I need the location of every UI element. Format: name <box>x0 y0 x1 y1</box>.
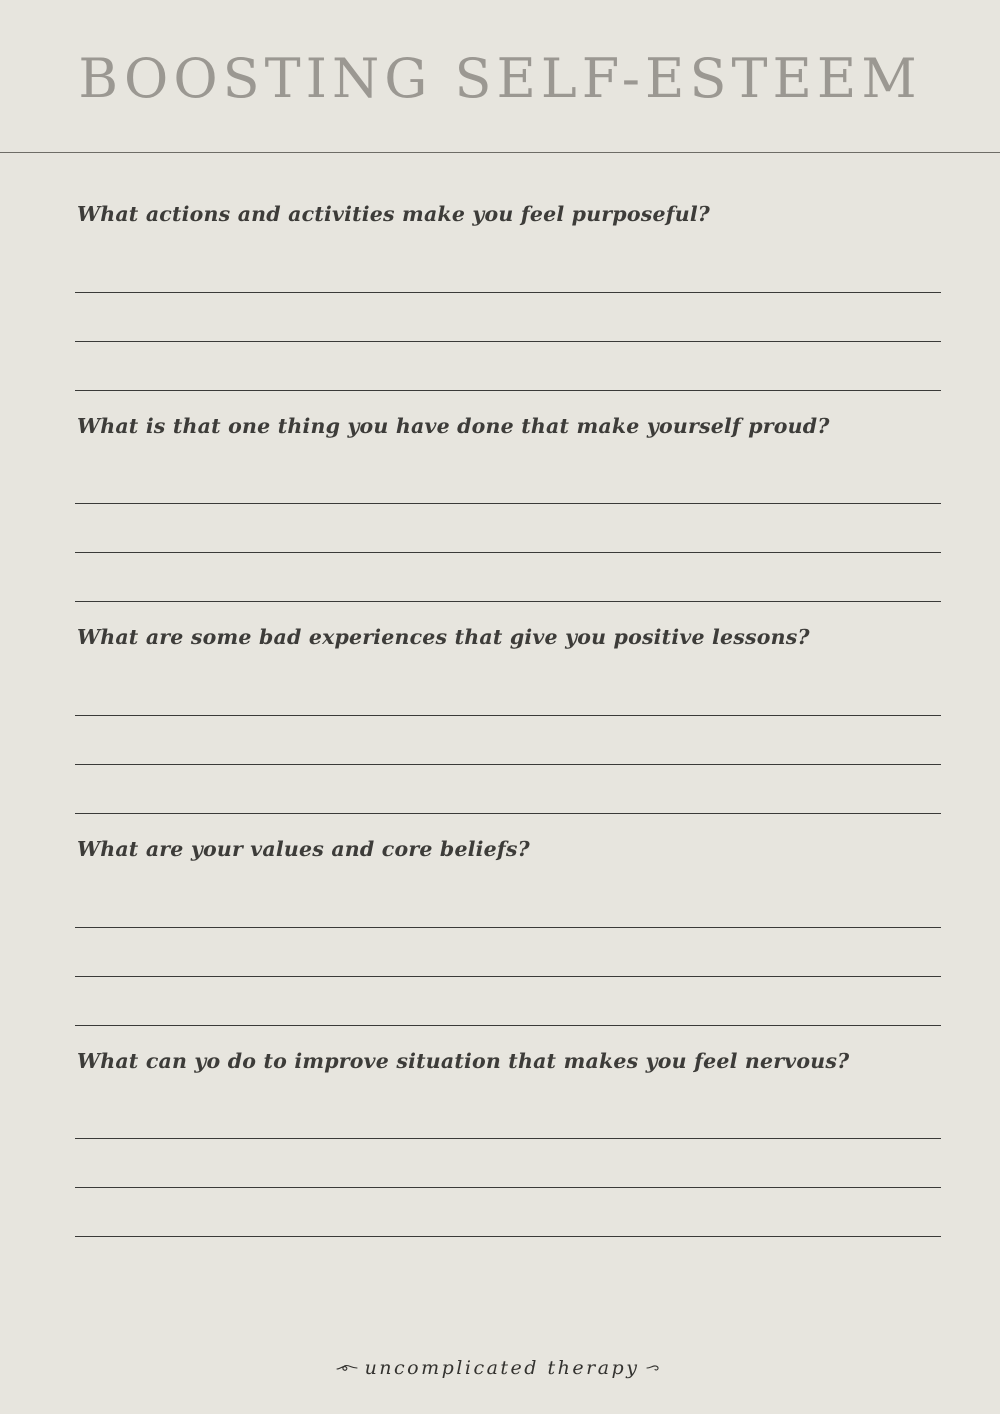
flourish-icon <box>336 1361 358 1375</box>
answer-line[interactable] <box>75 879 941 928</box>
question-block <box>55 413 945 603</box>
question-prompt: What are your values and core beliefs? <box>77 836 530 861</box>
answer-lines <box>55 667 945 814</box>
answer-lines <box>55 244 945 391</box>
answer-line[interactable] <box>75 928 941 977</box>
question-prompt: What can yo do to improve situation that makes you feel nervous? <box>77 1048 850 1073</box>
answer-line[interactable] <box>75 342 941 391</box>
answer-line[interactable] <box>75 455 941 504</box>
questions-container <box>0 153 1000 1322</box>
answer-line[interactable] <box>75 716 941 765</box>
answer-line[interactable] <box>75 244 941 293</box>
answer-line[interactable] <box>75 667 941 716</box>
answer-line[interactable] <box>75 765 941 814</box>
answer-line[interactable] <box>75 1188 941 1237</box>
question-block <box>55 201 945 391</box>
page-footer <box>0 1322 1000 1414</box>
answer-line[interactable] <box>75 1139 941 1188</box>
answer-line[interactable] <box>75 977 941 1026</box>
question-block <box>55 624 945 814</box>
question-prompt: What are some bad experiences that give you positive lessons? <box>77 625 810 650</box>
page-header <box>0 0 1000 153</box>
answer-line[interactable] <box>75 553 941 602</box>
answer-line[interactable] <box>75 1090 941 1139</box>
answer-lines <box>55 879 945 1026</box>
page-title: BOOSTING SELF-ESTEEM <box>78 47 922 110</box>
brand-signature <box>336 1357 665 1379</box>
question-block <box>55 836 945 1026</box>
answer-line[interactable] <box>75 293 941 342</box>
question-prompt: What is that one thing you have done that make yourself proud? <box>77 413 830 438</box>
flourish-icon <box>646 1361 664 1375</box>
answer-lines <box>55 455 945 602</box>
brand-name: uncomplicated therapy <box>364 1357 640 1379</box>
answer-line[interactable] <box>75 504 941 553</box>
question-block <box>55 1048 945 1238</box>
question-prompt: What actions and activities make you feel purposeful? <box>77 202 711 226</box>
answer-lines <box>55 1090 945 1237</box>
